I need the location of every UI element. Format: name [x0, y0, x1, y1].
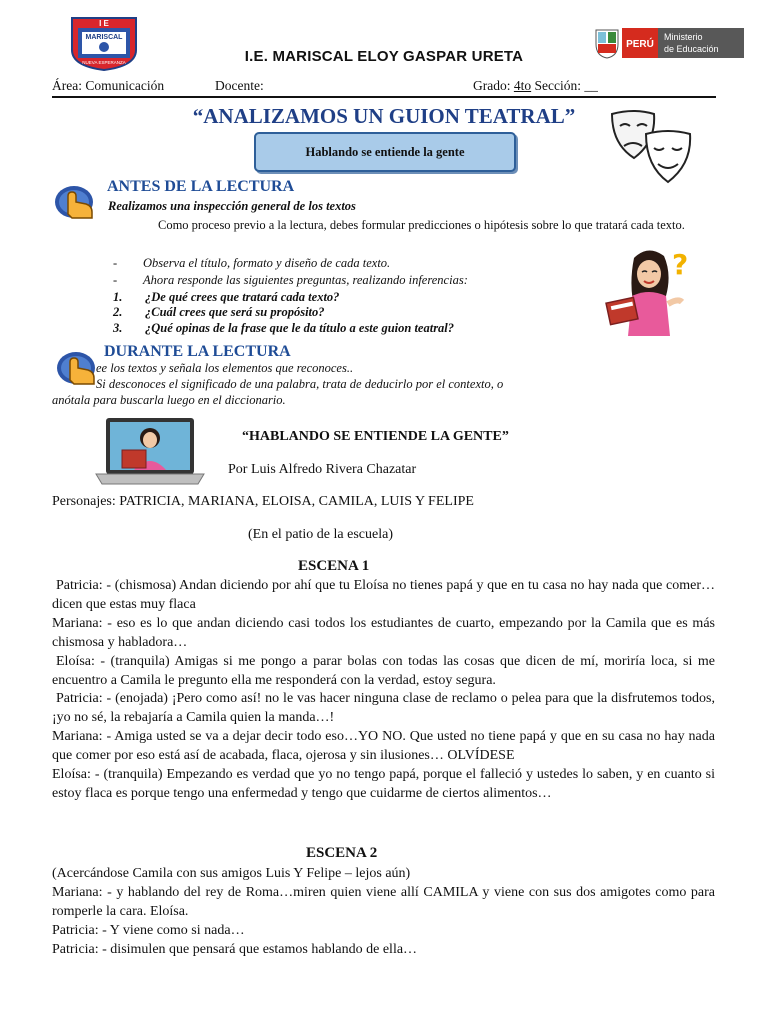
girl-question-icon [604, 244, 698, 340]
subtitle-text: Hablando se entiende la gente [305, 145, 465, 159]
play-author: Por Luis Alfredo Rivera Chazatar [228, 462, 417, 477]
laptop-reader-icon [94, 416, 206, 488]
antes-subheading: Realizamos una inspección general de los textos [108, 199, 356, 213]
durante-heading: DURANTE LA LECTURA [104, 343, 291, 360]
ministry-logo [592, 26, 746, 60]
logo-bottom-text: NUEVA ESPERANZA [82, 60, 126, 65]
dialog-line: Mariana: - eso es lo que andan diciendo casi todos los estudiantes de cuarto, empezando por la Camila que es más chismosa y habladora… [52, 615, 715, 650]
dialog-line: Patricia: - (chismosa) Andan diciendo por ahí que tu Eloísa no tienes papá y que en tu casa no hay nada que comer…dicen que estas muy flaca [52, 578, 715, 612]
question-number: 1. [113, 290, 123, 304]
svg-text:?: ? [672, 248, 689, 281]
school-name: I.E. MARISCAL ELOY GASPAR URETA [244, 48, 524, 65]
ministry-line1: Ministerio [664, 32, 703, 42]
grado-value: 4to [513, 78, 532, 93]
dialog-line: Mariana: - y hablando del rey de Roma…miren quien viene allí CAMILA y viene con sus dos amigotes como para romperle la cara. Eloísa. [52, 884, 715, 919]
durante-line: anótala para buscarla luego en el diccionario. [52, 393, 286, 407]
question-text: ¿De qué crees que tratará cada texto? [145, 290, 340, 304]
dialog-line: Patricia: - disimulen que pensará que estamos hablando de ella… [52, 941, 418, 957]
scene1-title: ESCENA 1 [298, 558, 370, 574]
dialog-line: Mariana: - Amiga usted se va a dejar decir todo eso…YO NO. Que usted no tiene papá y que en su casa no hay nada que comer por eso está así de acabada, flaca, ojerosa y sin ilusiones… OLVÍDESE [52, 729, 715, 764]
scene1-dialog [52, 577, 715, 804]
bullet-item: Observa el título, formato y diseño de cada texto. [143, 256, 391, 270]
pointing-hand-icon [54, 184, 100, 220]
docente-field: Docente: [215, 78, 264, 93]
antes-heading: ANTES DE LA LECTURA [107, 178, 295, 195]
ministry-country: PERÚ [626, 39, 654, 50]
peru-shield-icon [596, 30, 618, 58]
bullet-marker: - [113, 256, 118, 270]
area-field: Área: Comunicación [52, 78, 165, 93]
ministry-line2: de Educación [664, 44, 719, 54]
antes-paragraph: Como proceso previo a la lectura, debes formular predicciones o hipótesis sobre lo que tratará cada texto. [158, 218, 685, 232]
main-title: “ANALIZAMOS UN GUION TEATRAL” [192, 104, 576, 128]
scene2-dialog [52, 865, 715, 960]
durante-line: ee los textos y señala los elementos que reconoces.. [96, 361, 354, 375]
seccion-label: Sección: __ [531, 78, 598, 93]
info-row [52, 78, 716, 98]
bullet-marker: - [113, 273, 118, 287]
theater-masks-icon [606, 108, 696, 188]
scene2-title: ESCENA 2 [306, 845, 378, 861]
dialog-line: (Acercándose Camila con sus amigos Luis Y Felipe – lejos aún) [52, 866, 411, 881]
play-title: “HABLANDO SE ENTIENDE LA GENTE” [242, 429, 509, 444]
logo-main-text: MARISCAL [85, 34, 123, 41]
dialog-line: Eloísa: - (tranquila) Amigas si me pongo a parar bolas con todas las cosas que dicen de mí, moriría loca, si me encuentro a Camila le pregunto ella me responderá con la verdad, estoy segura. [52, 653, 715, 688]
dialog-line: Patricia: - (enojada) ¡Pero como así! no le vas hacer ninguna clase de reclamo o pelea para que la disfrutemos todos, ¡yo no sé, la rebajaría a Camila quien la manda…! [52, 691, 715, 726]
dialog-line: Patricia: - Y viene como si nada… [52, 922, 245, 938]
play-setting: (En el patio de la escuela) [248, 527, 393, 542]
durante-line: Si desconoces el significado de una palabra, trata de deducirlo por el contexto, o [96, 377, 504, 391]
grado-field [473, 78, 598, 94]
question-text: ¿Cuál crees que será su propósito? [145, 305, 325, 319]
subtitle-box [254, 132, 516, 172]
question-number: 2. [113, 305, 123, 319]
question-text: ¿Qué opinas de la frase que le da título a este guion teatral? [145, 321, 455, 335]
grado-label: Grado: [473, 78, 514, 93]
dialog-line: Eloísa: - (tranquila) Empezando es verdad que yo no tengo papá, porque el falleció y ustedes lo saben, y en cuanto si estoy flaca es porque tengo una enfermedad y tengo que cuidarme de ciertos alimentos… [52, 767, 715, 801]
play-characters: Personajes: PATRICIA, MARIANA, ELOISA, CAMILA, LUIS Y FELIPE [52, 494, 474, 509]
logo-top-text: I E [99, 19, 109, 28]
question-number: 3. [113, 321, 123, 335]
bullet-item: Ahora responde las siguientes preguntas, realizando inferencias: [143, 273, 468, 287]
